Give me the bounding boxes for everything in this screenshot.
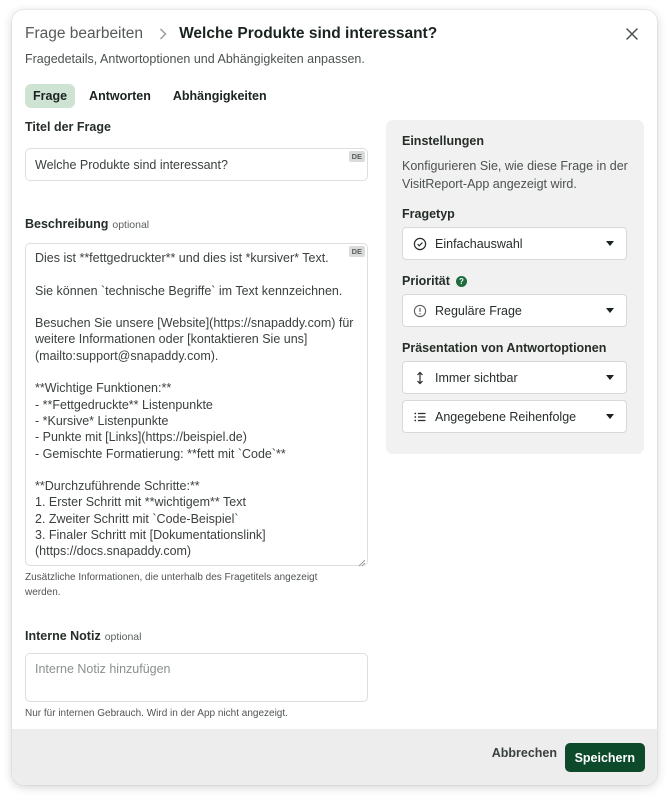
title-label: Titel der Frage: [25, 120, 111, 134]
dialog-footer: [12, 729, 657, 785]
check-circle-icon: [413, 237, 427, 251]
tab-bar: [25, 84, 275, 108]
note-label-text: Interne Notiz: [25, 629, 101, 643]
caret-down-icon: [606, 375, 614, 380]
settings-title: Einstellungen: [402, 134, 484, 148]
title-input-value: Welche Produkte sind interessant?: [35, 157, 228, 172]
visibility-value: Immer sichtbar: [435, 370, 518, 385]
description-label: [25, 217, 149, 231]
list-icon: [413, 410, 427, 424]
tab-dependencies[interactable]: Abhängigkeiten: [172, 89, 267, 103]
settings-panel: [386, 120, 644, 454]
description-hint: Zusätzliche Informationen, die unterhalb des Fragetitels angezeigt werden.: [25, 572, 318, 598]
breadcrumb-parent[interactable]: Frage bearbeiten: [25, 25, 144, 42]
description-textarea[interactable]: [25, 243, 368, 566]
order-select[interactable]: [402, 400, 627, 433]
caret-down-icon: [606, 414, 614, 419]
title-input[interactable]: [25, 148, 368, 181]
description-label-text: Beschreibung: [25, 217, 109, 231]
language-badge: DE: [349, 246, 365, 257]
vertical-arrows-icon: [413, 371, 427, 385]
question-type-label: [402, 207, 628, 221]
note-label: [25, 629, 141, 643]
question-type-select[interactable]: [402, 227, 627, 260]
tab-question[interactable]: Frage: [25, 84, 75, 108]
optional-tag: optional: [112, 219, 150, 231]
resize-handle-icon[interactable]: [358, 556, 366, 564]
close-icon[interactable]: [622, 24, 642, 44]
dialog-subtitle: Fragedetails, Antwortoptionen und Abhängigkeiten anpassen.: [25, 52, 365, 66]
question-type-label-text: Fragetyp: [402, 207, 455, 221]
order-value: Angegebene Reihenfolge: [435, 409, 577, 424]
edit-question-dialog: [12, 10, 657, 785]
description-text: Dies ist **fettgedruckter** und dies ist *kursiver* Text. Sie können `technische Begriffe` im Text kennzeichnen. Besuchen Sie unsere [Website](https://snapaddy.com) für weitere Informationen oder [kontaktieren Sie uns](mailto:support@snapaddy.com). **Wichtige Funktionen:** - **Fettgedruckte** Listenpunkte - *Kursive* Listenpunkte - Punkte mit [Links](https://beispiel.de) - Gemischte Formatierung: **fett mit `Code`** **Durchzuführende Schritte:** 1. Erster Schritt mit **wichtigem** Text 2. Zweiter Schritt mit `Code-Beispiel` 3. Finaler Schritt mit [Dokumentationslink](https://docs.snapaddy.com): [35, 251, 354, 559]
priority-select[interactable]: [402, 294, 627, 327]
dialog-header: [25, 22, 644, 46]
chevron-right-icon: [159, 28, 167, 40]
priority-label-text: Priorität: [402, 274, 450, 288]
priority-value: Reguläre Frage: [435, 303, 522, 318]
page-title: Welche Produkte sind interessant?: [179, 25, 438, 42]
tab-answers[interactable]: Antworten: [89, 89, 151, 103]
language-badge: DE: [349, 151, 365, 162]
note-placeholder: Interne Notiz hinzufügen: [35, 662, 171, 676]
help-icon[interactable]: ?: [456, 276, 467, 287]
caret-down-icon: [606, 308, 614, 313]
settings-description: Konfigurieren Sie, wie diese Frage in der VisitReport-App angezeigt wird.: [402, 159, 628, 191]
visibility-select[interactable]: [402, 361, 627, 394]
caret-down-icon: [606, 241, 614, 246]
note-hint: Nur für internen Gebrauch. Wird in der App nicht angezeigt.: [25, 708, 288, 719]
presentation-label: [402, 341, 628, 355]
info-circle-icon: [413, 304, 427, 318]
presentation-label-text: Präsentation von Antwortoptionen: [402, 341, 607, 355]
priority-label: [402, 274, 628, 288]
save-button[interactable]: Speichern: [565, 743, 645, 772]
cancel-button[interactable]: Abbrechen: [491, 746, 557, 760]
question-form: [25, 120, 368, 719]
internal-note-input[interactable]: [25, 653, 368, 702]
question-type-value: Einfachauswahl: [435, 236, 523, 251]
optional-tag: optional: [104, 631, 142, 643]
